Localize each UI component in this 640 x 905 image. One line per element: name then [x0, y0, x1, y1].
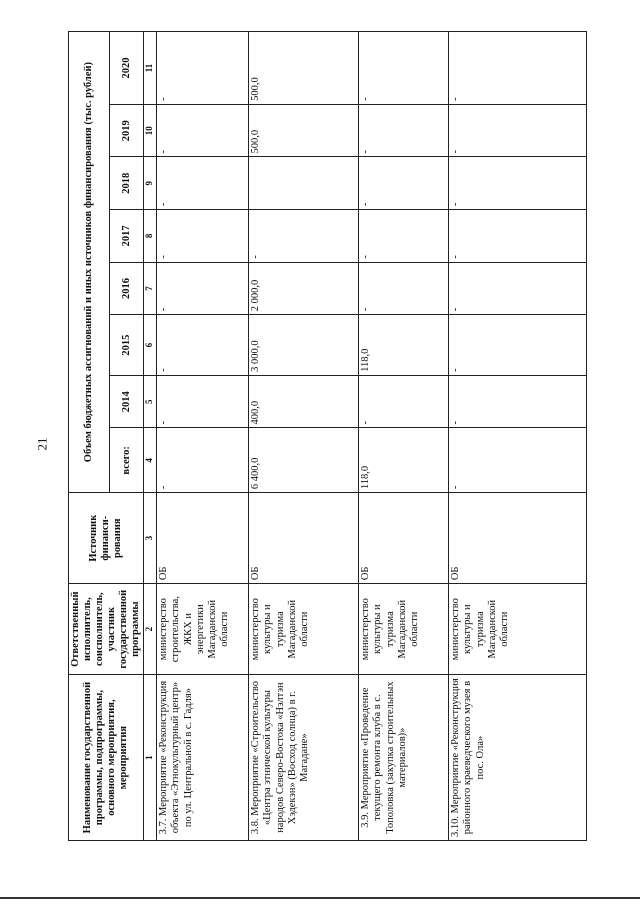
column-number: 7 — [144, 262, 157, 315]
scan-edge-divider — [0, 897, 640, 899]
header-year: 2017 — [109, 210, 144, 263]
column-number: 11 — [144, 32, 157, 105]
column-number: 4 — [144, 428, 157, 493]
column-number: 6 — [144, 315, 157, 376]
row-name: 3.8. Мероприятие «Строительство «Центра этнической культуры народов Северо-Востока «Нэлтэн Хэдекэн» (Восход солнца) в г. Магадане» — [249, 675, 359, 841]
column-number: 10 — [144, 104, 157, 157]
row-source: ОБ — [449, 493, 587, 584]
row-value: - — [157, 428, 249, 493]
header-year: 2019 — [109, 104, 144, 157]
table-row — [449, 32, 587, 841]
row-name: 3.10. Мероприятие «Реконструкция районного краеведческого музея в пос. Ола» — [449, 675, 587, 841]
row-value: - — [359, 375, 449, 428]
row-value: 3 000,0 — [249, 315, 359, 376]
header-year: 2014 — [109, 375, 144, 428]
column-number: 8 — [144, 210, 157, 263]
header-year: всего: — [109, 428, 144, 493]
column-number: 3 — [144, 493, 157, 584]
row-source: ОБ — [249, 493, 359, 584]
header-year: 2018 — [109, 157, 144, 210]
row-value: - — [249, 210, 359, 263]
table-row — [157, 32, 249, 841]
row-executor: министерство культуры и туризма Магаданской области — [249, 584, 359, 675]
header-funding: Объем бюджетных ассигнований и иных источников финансирования (тыс. рублей) — [69, 32, 110, 493]
row-value: - — [359, 262, 449, 315]
row-value — [249, 157, 359, 210]
row-value: 400,0 — [249, 375, 359, 428]
row-value: - — [359, 157, 449, 210]
row-name: 3.7. Мероприятие «Реконструкция объекта «Этнокультурный центр» по ул. Центральной в с. Гадля» — [157, 675, 249, 841]
row-value: - — [449, 262, 587, 315]
row-value: - — [157, 315, 249, 376]
header-source: Источник финанси-рования — [69, 493, 144, 584]
header-year: 2015 — [109, 315, 144, 376]
row-value: 500,0 — [249, 104, 359, 157]
row-name: 3.9. Мероприятие «Проведение текущего ремонта клуба в с. Тополовка (закупка строительных материалов)» — [359, 675, 449, 841]
row-value: - — [157, 375, 249, 428]
row-value: - — [157, 32, 249, 105]
row-value: - — [359, 104, 449, 157]
rotated-table-container — [68, 31, 586, 841]
page-number: 21 — [34, 437, 50, 451]
row-value: - — [449, 428, 587, 493]
row-source: ОБ — [157, 493, 249, 584]
table-row — [359, 32, 449, 841]
row-value: - — [449, 32, 587, 105]
row-value: 2 000,0 — [249, 262, 359, 315]
column-number: 9 — [144, 157, 157, 210]
column-number: 5 — [144, 375, 157, 428]
table-row — [249, 32, 359, 841]
row-executor: министерство строительства, ЖКХ и энергетики Магаданской области — [157, 584, 249, 675]
row-value: - — [157, 210, 249, 263]
header-executor: Ответственный исполнитель, соисполнитель, участник государственной программы — [69, 584, 144, 675]
header-name: Наименование государственной программы, подпрограммы, основного мероприятия, мероприятия — [69, 675, 144, 841]
row-value: - — [157, 157, 249, 210]
row-value: 500,0 — [249, 32, 359, 105]
row-value: - — [359, 210, 449, 263]
funding-table — [68, 31, 587, 841]
row-executor: министерство культуры и туризма Магаданской области — [359, 584, 449, 675]
row-executor: министерство культуры и туризма Магаданской области — [449, 584, 587, 675]
row-source: ОБ — [359, 493, 449, 584]
row-value: 118,0 — [359, 315, 449, 376]
row-value: 118,0 — [359, 428, 449, 493]
row-value: - — [449, 375, 587, 428]
row-value: - — [157, 104, 249, 157]
row-value: - — [359, 32, 449, 105]
row-value: - — [157, 262, 249, 315]
row-value: - — [449, 210, 587, 263]
column-number: 1 — [144, 675, 157, 841]
row-value: - — [449, 157, 587, 210]
header-year: 2016 — [109, 262, 144, 315]
column-number-row — [144, 32, 157, 841]
row-value: - — [449, 315, 587, 376]
row-value: 6 400,0 — [249, 428, 359, 493]
row-value: - — [449, 104, 587, 157]
column-number: 2 — [144, 584, 157, 675]
header-year: 2020 — [109, 32, 144, 105]
